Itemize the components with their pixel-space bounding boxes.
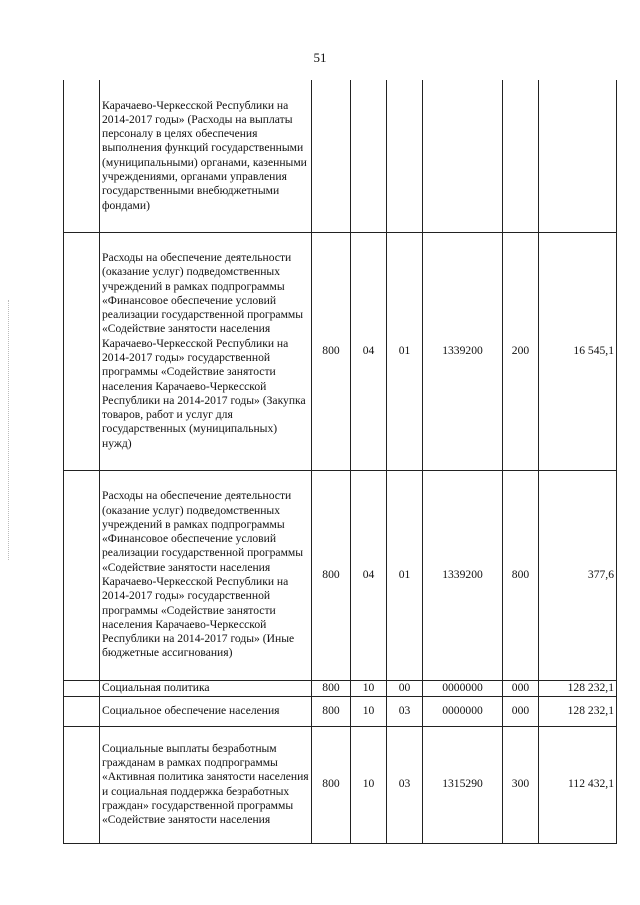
csr-cell: 1339200 [423,232,503,470]
pr-cell: 03 [387,696,423,726]
table-row [64,470,617,680]
sum-cell: 377,6 [539,470,617,680]
table-row [64,696,617,726]
ved-cell: 800 [312,232,351,470]
row-description: Социальная политика [100,680,312,696]
row-index-cell [64,680,100,696]
scan-artifact [8,300,11,560]
row-index-cell [64,726,100,843]
pr-cell: 01 [387,232,423,470]
row-description: Социальное обеспечение населения [100,696,312,726]
sum-cell: 16 545,1 [539,232,617,470]
vr-cell: 300 [503,726,539,843]
row-description: Расходы на обеспечение деятельности (оказание услуг) подведомственных учреждений в рамках подпрограммы «Финансовое обеспечение условий реализации государственной программы «Содействие занятости населения Карачаево-Черкесской Республики на 2014-2017 годы» государственной программы «Содействие занятости населения Карачаево-Черкесской Республики на 2014-2017 годы» (Закупка товаров, работ и услуг для государственных (муниципальных) нужд) [100,232,312,470]
csr-cell: 1315290 [423,726,503,843]
ved-cell: 800 [312,726,351,843]
row-description: Расходы на обеспечение деятельности (оказание услуг) подведомственных учреждений в рамках подпрограммы «Финансовое обеспечение условий реализации государственной программы «Содействие занятости населения Карачаево-Черкесской Республики на 2014-2017 годы» государственной программы «Содействие занятости населения Карачаево-Черкесской Республики на 2014-2017 годы» (Иные бюджетные ассигнования) [100,470,312,680]
sum-cell [539,80,617,232]
pr-cell: 01 [387,470,423,680]
rz-cell: 04 [351,470,387,680]
sum-cell: 128 232,1 [539,680,617,696]
row-index-cell [64,232,100,470]
table-row [64,232,617,470]
row-index-cell [64,696,100,726]
rz-cell: 10 [351,726,387,843]
table-row [64,726,617,843]
csr-cell [423,80,503,232]
sum-cell: 128 232,1 [539,696,617,726]
page-number: 51 [313,50,327,65]
row-description: Карачаево-Черкесской Республики на 2014-2017 годы» (Расходы на выплаты персоналу в целях обеспечения выполнения функций государственными (муниципальными) органами, казенными учреждениями, органами управления государственными внебюджетными фондами) [100,80,312,232]
rz-cell: 04 [351,232,387,470]
rz-cell [351,80,387,232]
sum-cell: 112 432,1 [539,726,617,843]
rz-cell: 10 [351,696,387,726]
vr-cell: 800 [503,470,539,680]
table-row [64,80,617,232]
pr-cell: 03 [387,726,423,843]
pr-cell: 00 [387,680,423,696]
vr-cell: 000 [503,680,539,696]
csr-cell: 0000000 [423,680,503,696]
vr-cell: 200 [503,232,539,470]
csr-cell: 0000000 [423,696,503,726]
row-index-cell [64,470,100,680]
row-description: Социальные выплаты безработным гражданам в рамках подпрограммы «Активная политика занятости населения и социальная поддержка безработных граждан» государственной программы «Содействие занятости населения [100,726,312,843]
budget-table [63,80,617,844]
csr-cell: 1339200 [423,470,503,680]
vr-cell: 000 [503,696,539,726]
ved-cell [312,80,351,232]
pr-cell [387,80,423,232]
rz-cell: 10 [351,680,387,696]
table-row [64,680,617,696]
ved-cell: 800 [312,680,351,696]
ved-cell: 800 [312,470,351,680]
vr-cell [503,80,539,232]
ved-cell: 800 [312,696,351,726]
row-index-cell [64,80,100,232]
